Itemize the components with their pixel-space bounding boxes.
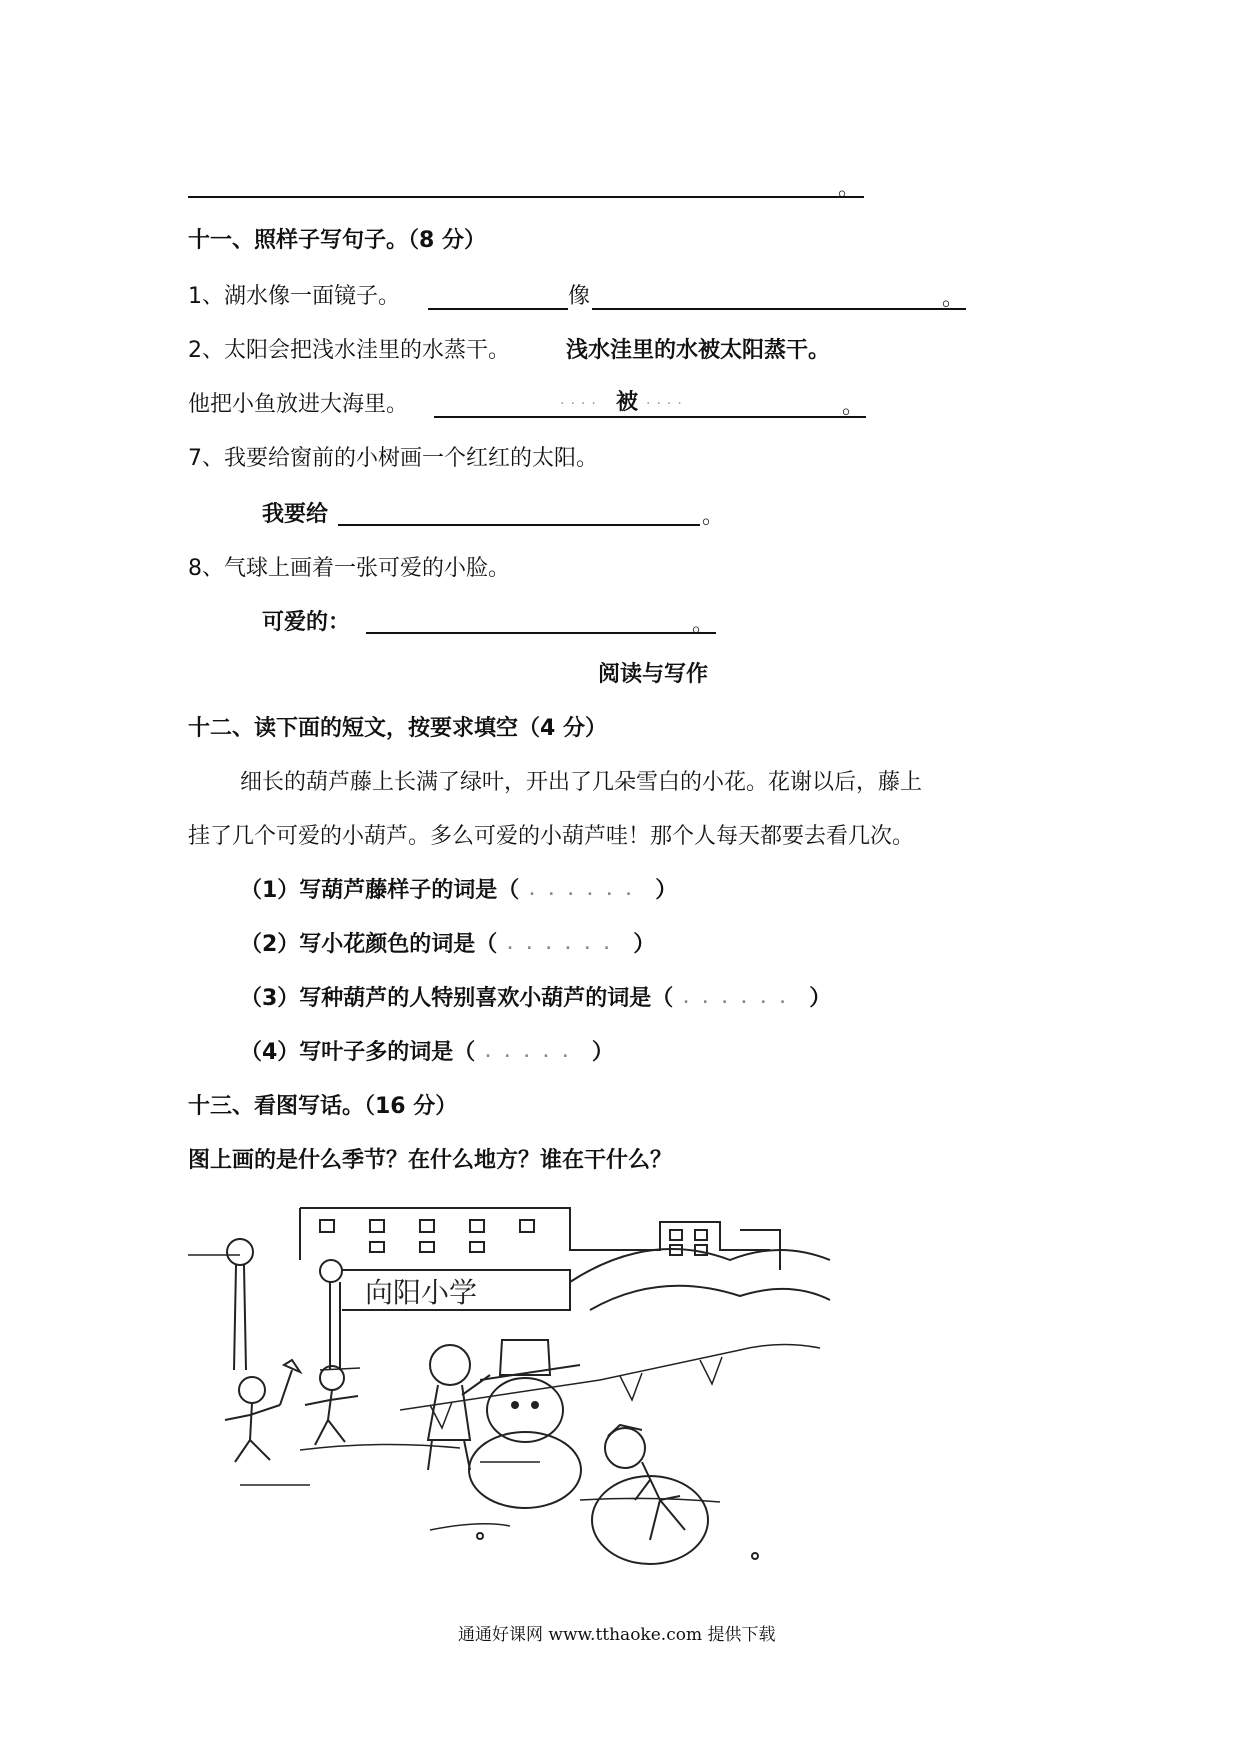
ground-lines [188,1255,820,1530]
q7-blank[interactable] [338,524,700,526]
snow-dot [752,1553,758,1559]
q7-period: 。 [702,504,725,529]
fill-item-3-label: （3）写种葫芦的人特别喜欢小葫芦的词是（ [240,986,674,1011]
fill-item-2-dots: ...... [507,937,624,953]
school-sign-text: 向阳小学 [365,1276,478,1309]
q8-prompt: 8、气球上画着一张可爱的小脸。 [188,556,510,581]
fill-item-1[interactable] [240,876,677,906]
fill-item-2-close: ） [633,932,656,957]
q2b-prefix: 他把小鱼放进大海里。 [188,392,409,417]
q2b-mid: 被 [616,390,639,415]
q1-blank-1[interactable] [428,308,568,310]
fill-item-2[interactable] [240,930,655,960]
big-snowball [592,1476,708,1564]
snow-dot [477,1533,483,1539]
fill-item-4[interactable] [240,1038,614,1068]
fill-item-3-dots: ...... [683,991,800,1007]
passage-line-2: 挂了几个可爱的小葫芦。多么可爱的小葫芦哇！那个人每天都要去看几次。 [188,824,915,849]
snowman [469,1340,581,1508]
period-mark: 。 [838,176,861,201]
footer-source: 通通好课网 www.tthaoke.com 提供下载 [458,1625,776,1645]
child-with-shovel [225,1360,300,1462]
q7-prompt: 7、我要给窗前的小树画一个红红的太阳。 [188,446,598,471]
school-building [300,1208,780,1270]
q8-blank[interactable] [366,632,716,634]
lamp-post [227,1239,253,1370]
answer-line-top[interactable] [188,196,864,198]
q1-period: 。 [942,286,965,311]
fill-item-4-label: （4）写叶子多的词是（ [240,1040,476,1065]
q2b-period: 。 [842,394,865,419]
q8-period: 。 [692,612,715,637]
boy-figure [605,1425,685,1540]
q2b-dots-left: .... [560,392,602,408]
q1-blank-2[interactable] [592,308,966,310]
fill-item-1-dots: ...... [529,883,646,899]
bunting-flags [430,1357,722,1428]
fill-item-1-label: （1）写葫芦藤样子的词是（ [240,878,520,903]
child-two [305,1366,358,1445]
q7-lead: 我要给 [262,502,329,527]
bunting [400,1350,740,1410]
section-11-title: 十一、照样子写句子。（8 分） [188,228,486,253]
q1-mid: 像 [568,284,591,309]
q2b-dots-right: .... [646,392,688,408]
fill-item-3[interactable] [240,984,831,1014]
snow-scene-illustration [180,1200,840,1580]
reading-writing-header: 阅读与写作 [598,662,709,687]
q1-prefix: 1、湖水像一面镜子。 [188,284,400,309]
school-gate [320,1260,570,1370]
q8-lead: 可爱的： [262,610,351,635]
fill-item-1-close: ） [655,878,678,903]
q2b-blank[interactable] [434,416,866,418]
passage-line-1: 细长的葫芦藤上长满了绿叶，开出了几朵雪白的小花。花谢以后，藤上 [240,770,923,795]
q2-example: 浅水洼里的水被太阳蒸干。 [566,338,831,363]
section-12-title: 十二、读下面的短文，按要求填空（4 分） [188,716,607,741]
fill-item-4-close: ） [591,1040,614,1065]
section-13-title: 十三、看图写话。（16 分） [188,1094,458,1119]
fill-item-3-close: ） [809,986,832,1011]
fill-item-2-label: （2）写小花颜色的词是（ [240,932,498,957]
q2-prefix: 2、太阳会把浅水洼里的水蒸干。 [188,338,510,363]
hills [570,1249,830,1310]
fill-item-4-dots: ..... [485,1045,582,1061]
girl-figure [428,1345,490,1470]
picture-question: 图上画的是什么季节？在什么地方？谁在干什么？ [188,1148,673,1173]
